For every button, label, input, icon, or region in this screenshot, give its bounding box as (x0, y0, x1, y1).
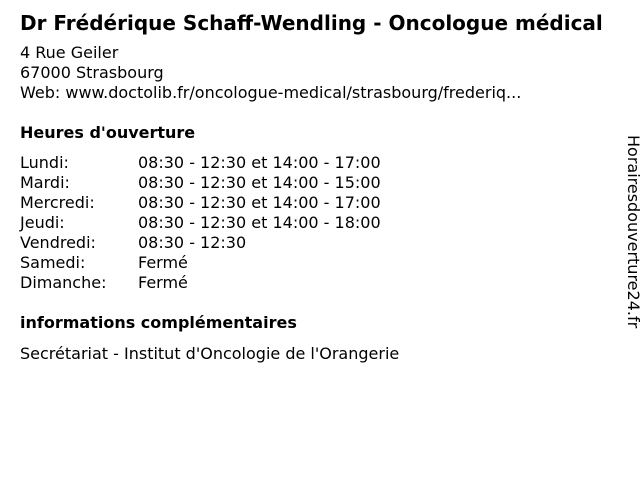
website-link[interactable]: Web: www.doctolib.fr/oncologue-medical/strasbourg/frederiq... (20, 83, 522, 102)
day-label: Jeudi: (20, 213, 65, 232)
additional-info-heading: informations complémentaires (20, 313, 297, 332)
page-title: Dr Frédérique Schaff-Wendling - Oncologue médical (20, 11, 603, 35)
address-city: 67000 Strasbourg (20, 63, 164, 82)
hours-value: Fermé (138, 253, 188, 272)
day-label: Mardi: (20, 173, 70, 192)
day-label: Samedi: (20, 253, 86, 272)
day-label: Mercredi: (20, 193, 95, 212)
day-label: Dimanche: (20, 273, 107, 292)
day-label: Vendredi: (20, 233, 96, 252)
address-street: 4 Rue Geiler (20, 43, 119, 62)
hours-row-friday (20, 233, 381, 253)
hours-row-saturday (20, 253, 381, 273)
address-block (20, 43, 521, 103)
hours-row-tuesday (20, 173, 381, 193)
hours-value: 08:30 - 12:30 et 14:00 - 15:00 (138, 173, 381, 192)
hours-value: Fermé (138, 273, 188, 292)
hours-row-thursday (20, 213, 381, 233)
hours-row-wednesday (20, 193, 381, 213)
opening-hours-heading: Heures d'ouverture (20, 123, 196, 142)
additional-info-text: Secrétariat - Institut d'Oncologie de l'Orangerie (20, 344, 400, 363)
hours-value: 08:30 - 12:30 et 14:00 - 17:00 (138, 153, 381, 172)
hours-row-monday (20, 153, 381, 173)
hours-value: 08:30 - 12:30 et 14:00 - 18:00 (138, 213, 381, 232)
hours-value: 08:30 - 12:30 (138, 233, 247, 252)
opening-hours-table (20, 153, 381, 293)
hours-row-sunday (20, 273, 381, 293)
site-watermark: Horairesdouverture24.fr (624, 135, 643, 329)
day-label: Lundi: (20, 153, 69, 172)
hours-value: 08:30 - 12:30 et 14:00 - 17:00 (138, 193, 381, 212)
